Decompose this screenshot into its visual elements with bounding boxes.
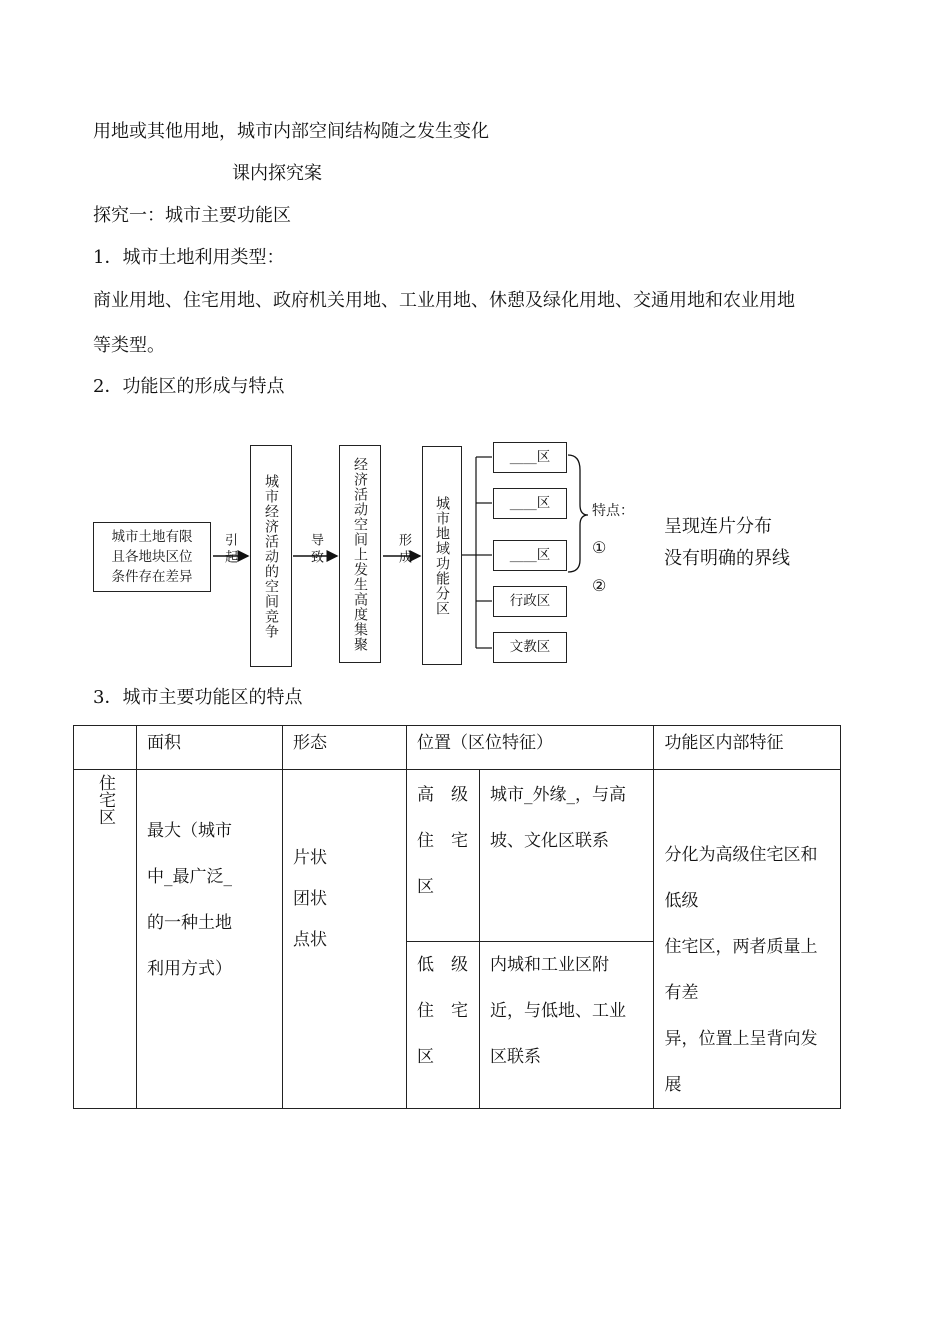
low-location-line: 近，与低地、工业: [490, 1000, 626, 1021]
high-residential-label-cell: [407, 770, 480, 942]
table-row: [74, 770, 841, 942]
item-2-heading: 2．功能区的形成与特点: [93, 376, 285, 397]
low-residential-location-cell: [480, 941, 654, 1108]
area-line: 最大（城市: [147, 821, 232, 841]
area-cell: [137, 770, 283, 1109]
functional-zone-table: [73, 725, 841, 1109]
shape-cell: [283, 770, 407, 1109]
high-label-line: 住 宅: [417, 831, 468, 851]
paragraph-continuation: 用地或其他用地，城市内部空间结构随之发生变化: [93, 121, 489, 142]
header-cell: [74, 726, 137, 770]
header-cell: 面积: [137, 726, 283, 770]
cause-line: 条件存在差异: [111, 569, 193, 585]
high-residential-location-cell: [480, 770, 654, 942]
feature-2-number: ②: [592, 576, 607, 595]
inquiry-heading: 探究一：城市主要功能区: [93, 205, 291, 226]
low-location-line: 区联系: [490, 1046, 541, 1067]
row-label-cell: [74, 770, 137, 1109]
zone-box-blank-1: ____区: [493, 442, 567, 473]
item-3-heading: 3．城市主要功能区的特点: [93, 687, 303, 708]
internal-line: 异，位置上呈背向发展: [664, 1029, 818, 1095]
internal-line: 分化为高级住宅区和低级: [664, 845, 818, 911]
header-cell: 位置（区位特征）: [407, 726, 654, 770]
feature-1-text: 呈现连片分布: [664, 516, 772, 537]
zone-box-education: 文教区: [493, 632, 567, 663]
agglomeration-box: 经济活动空间上发生高度集聚: [339, 445, 381, 663]
zone-box-administrative: 行政区: [493, 586, 567, 617]
land-use-types-end: 等类型。: [93, 335, 165, 356]
high-location-line: 城市_外缘_，与高: [490, 785, 626, 805]
area-line: 中_最广泛_: [147, 867, 232, 887]
row-label: 住宅区: [95, 774, 115, 825]
high-location-line: 坡、文化区联系: [490, 831, 609, 851]
section-title: 课内探究案: [232, 163, 322, 184]
functional-zoning-box: 城市地域功能分区: [422, 446, 462, 665]
low-label-line: 低 级: [417, 954, 468, 975]
cause-line: 城市土地有限: [111, 529, 193, 545]
feature-1-number: ①: [592, 538, 607, 557]
land-use-types: 商业用地、住宅用地、政府机关用地、工业用地、休憩及绿化用地、交通用地和农业用地: [93, 290, 795, 311]
feature-2-text: 没有明确的界线: [664, 548, 790, 569]
item-1-heading: 1．城市土地利用类型：: [93, 247, 285, 268]
internal-line: 住宅区，两者质量上有差: [664, 937, 818, 1003]
header-cell: 形态: [283, 726, 407, 770]
low-residential-label-cell: [407, 941, 480, 1108]
area-line: 利用方式）: [147, 959, 232, 979]
area-line: 的一种土地: [147, 913, 232, 933]
low-label-line: 区: [417, 1046, 434, 1067]
arrow-1-label: 引起: [222, 533, 237, 567]
zone-box-blank-2: ____区: [493, 488, 567, 519]
curly-brace: [568, 455, 588, 572]
zone-box-blank-3: ____区: [493, 540, 567, 571]
shape-line: 团状: [293, 889, 327, 909]
internal-feature-cell: [654, 770, 841, 1109]
arrow-2-label: 导致: [308, 533, 323, 567]
header-cell: 功能区内部特征: [654, 726, 841, 770]
shape-line: 片状: [293, 848, 327, 868]
table-header-row: [74, 726, 841, 770]
high-label-line: 高 级: [417, 785, 468, 805]
competition-box: 城市经济活动的空间竞争: [250, 445, 292, 667]
low-label-line: 住 宅: [417, 1000, 468, 1021]
high-label-line: 区: [417, 877, 434, 897]
shape-line: 点状: [293, 930, 327, 950]
features-label: 特点：: [592, 503, 634, 519]
low-location-line: 内城和工业区附: [490, 954, 609, 975]
arrow-3-label: 形成: [396, 533, 411, 567]
cause-line: 且各地块区位: [111, 549, 193, 565]
